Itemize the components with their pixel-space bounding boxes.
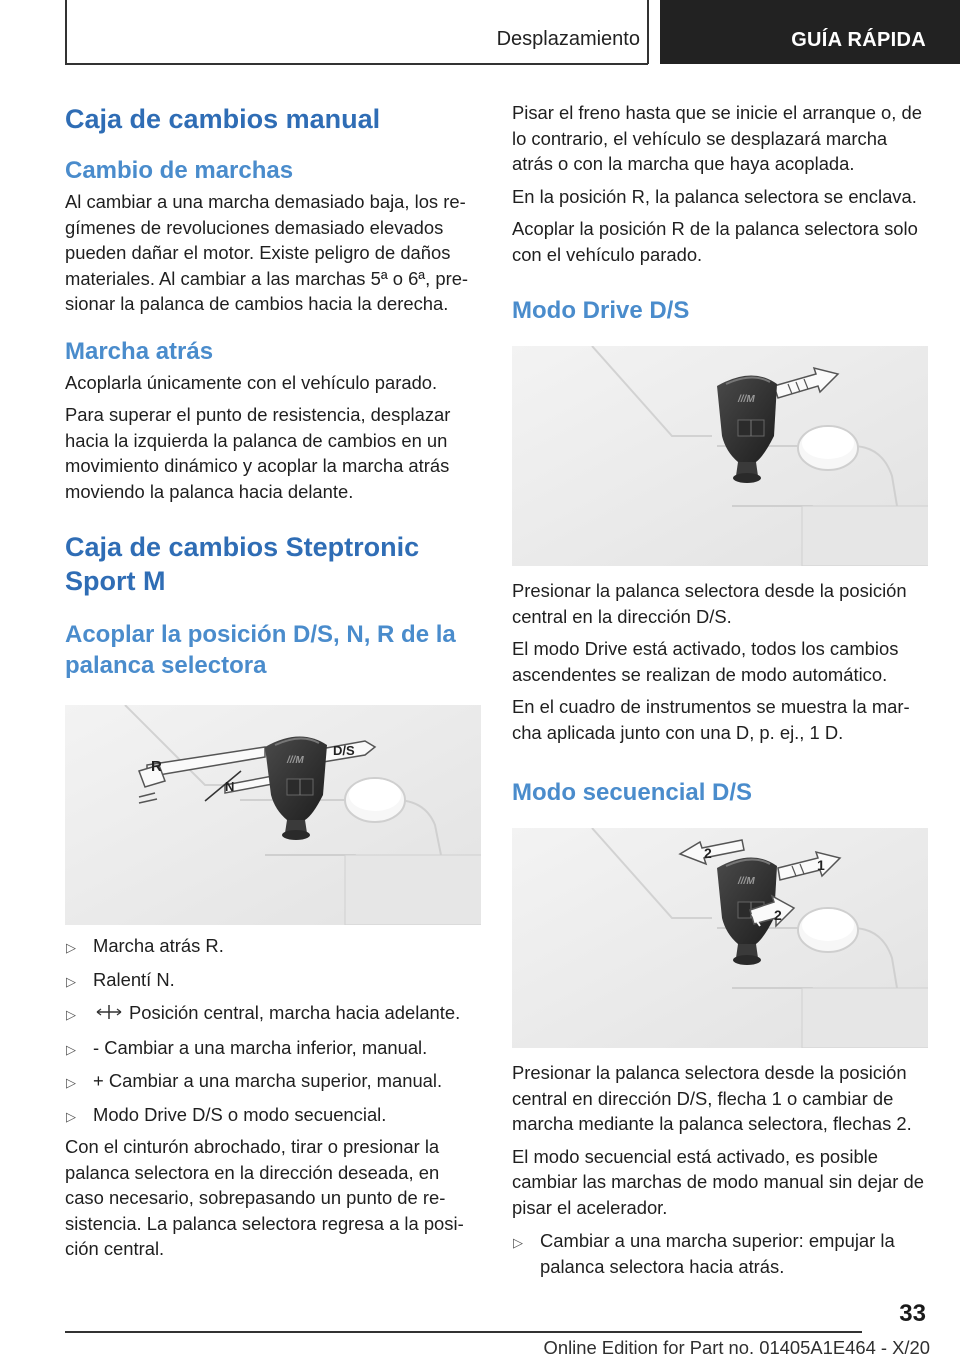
para-cambio-marchas: Al cambiar a una marcha demasiado baja, los regímenes de revoluciones demasiado elevados pueden dañar el motor. Existe peligro de daños materiales. Al cambiar a las marchas 5ª o 6ª, presionar la palanca de cambios hacia la derecha. — [65, 191, 469, 314]
list-item: ▷ Posición central, marcha hacia adelante. — [65, 1000, 481, 1027]
heading-cambio-marchas: Cambio de marchas — [65, 157, 294, 184]
para-secuencial-2: El modo secuencial está activado, es posible cambiar las marchas de modo manual sin dejar de pisar el acelerador. — [512, 1145, 924, 1218]
footer-edition: Online Edition for Part no. 01405A1E464 - X/20 — [543, 1337, 930, 1358]
header-rule-left — [65, 0, 67, 64]
list-item: ▷ Cambiar a una marcha superior: empujar la palanca selectora hacia atrás. — [513, 1230, 895, 1277]
triangle-bullet-icon: ▷ — [513, 1235, 523, 1250]
list-item: ▷ Marcha atrás R. — [65, 933, 481, 959]
label-r: R — [151, 758, 162, 775]
figure-modo-drive — [512, 346, 928, 566]
para-posicion-r: En la posición R, la palanca selectora se enclava. — [512, 185, 917, 207]
label-ds: D/S — [333, 743, 355, 758]
label-arrow-2-bottom: 2 — [774, 907, 782, 923]
page-number: 33 — [899, 1300, 926, 1327]
label-arrow-2-top: 2 — [704, 845, 712, 861]
right-column — [512, 98, 928, 1279]
heading-modo-secuencial: Modo secuencial D/S — [512, 779, 753, 806]
list-item: ▷ Modo Drive D/S o modo secuencial. — [65, 1102, 481, 1128]
footer-rule — [65, 1331, 862, 1333]
heading-modo-drive: Modo Drive D/S — [512, 297, 690, 324]
para-pisar-freno: Pisar el freno hasta que se inicie el arranque o, de lo contrario, el vehículo se desplazará marcha atrás o con la marcha que haya acoplada. — [512, 102, 922, 174]
list-item: ▷ - Cambiar a una marcha inferior, manual. — [65, 1035, 481, 1061]
heading-caja-manual: Caja de cambios manual — [65, 104, 381, 134]
svg-text:///M: ///M — [287, 755, 304, 766]
triangle-bullet-icon: ▷ — [66, 1007, 76, 1022]
header-rule-bottom — [65, 63, 648, 65]
modo-drive-illustration — [512, 346, 928, 566]
selector-positions-illustration — [65, 705, 481, 925]
para-drive-3: En el cuadro de instrumentos se muestra la marcha aplicada junto con una D, p. ej., 1 D. — [512, 696, 910, 743]
para-marcha-atras-2: Para superar el punto de resistencia, desplazar hacia la izquierda la palanca de cambios en un movimiento dinámico y acoplar la marcha atrás moviendo la palanca hacia delante. — [65, 404, 451, 502]
heading-marcha-atras: Marcha atrás — [65, 337, 214, 365]
triangle-bullet-icon: ▷ — [66, 940, 76, 955]
header-rule-mid — [647, 0, 649, 64]
para-acoplar-r: Acoplar la posición R de la palanca selectora solo con el vehículo parado. — [512, 218, 918, 265]
svg-text:///M: ///M — [738, 394, 755, 405]
svg-text:///M: ///M — [738, 876, 755, 887]
triangle-bullet-icon: ▷ — [66, 1041, 76, 1057]
label-arrow-1: 1 — [817, 857, 825, 873]
triangle-bullet-icon: ▷ — [66, 1075, 76, 1091]
secuencial-list — [512, 1228, 928, 1279]
list-item: ▷ Ralentí N. — [65, 967, 481, 993]
selector-position-list — [65, 933, 481, 1127]
figure-selector-positions — [65, 705, 481, 925]
para-cinturon: Con el cinturón abrochado, tirar o presionar la palanca selectora en la dirección deseada, en caso necesario, sobrepasando un punto de resistencia. La palanca selectora regresa a la posición central. — [65, 1136, 464, 1260]
para-marcha-atras-1: Acoplarla únicamente con el vehículo parado. — [65, 371, 438, 393]
header-tab-guia-rapida[interactable] — [660, 0, 960, 64]
center-position-icon — [95, 1001, 123, 1027]
list-item: ▷ + Cambiar a una marcha superior, manual. — [65, 1068, 481, 1094]
para-secuencial-1: Presionar la palanca selectora desde la posición central en dirección D/S, flecha 1 o cambiar de marcha mediante la palanca selectora, flechas 2. — [512, 1062, 912, 1134]
heading-acoplar-posicion: Acoplar la posición D/S, N, R de la palanca selectora — [65, 621, 456, 679]
header-section-title: Desplazamiento — [496, 28, 640, 50]
header-tab-label: GUÍA RÁPIDA — [791, 29, 926, 51]
left-column — [65, 98, 481, 1262]
triangle-bullet-icon: ▷ — [66, 1108, 76, 1124]
modo-secuencial-illustration — [512, 828, 928, 1048]
triangle-bullet-icon: ▷ — [66, 973, 76, 989]
para-drive-1: Presionar la palanca selectora desde la posición central en la dirección D/S. — [512, 580, 907, 627]
figure-modo-secuencial — [512, 828, 928, 1048]
para-drive-2: El modo Drive está activado, todos los cambios ascendentes se realizan de modo automático. — [512, 638, 899, 685]
heading-steptronic: Caja de cambios Steptronic Sport M — [65, 532, 420, 596]
label-n: N — [225, 779, 235, 794]
